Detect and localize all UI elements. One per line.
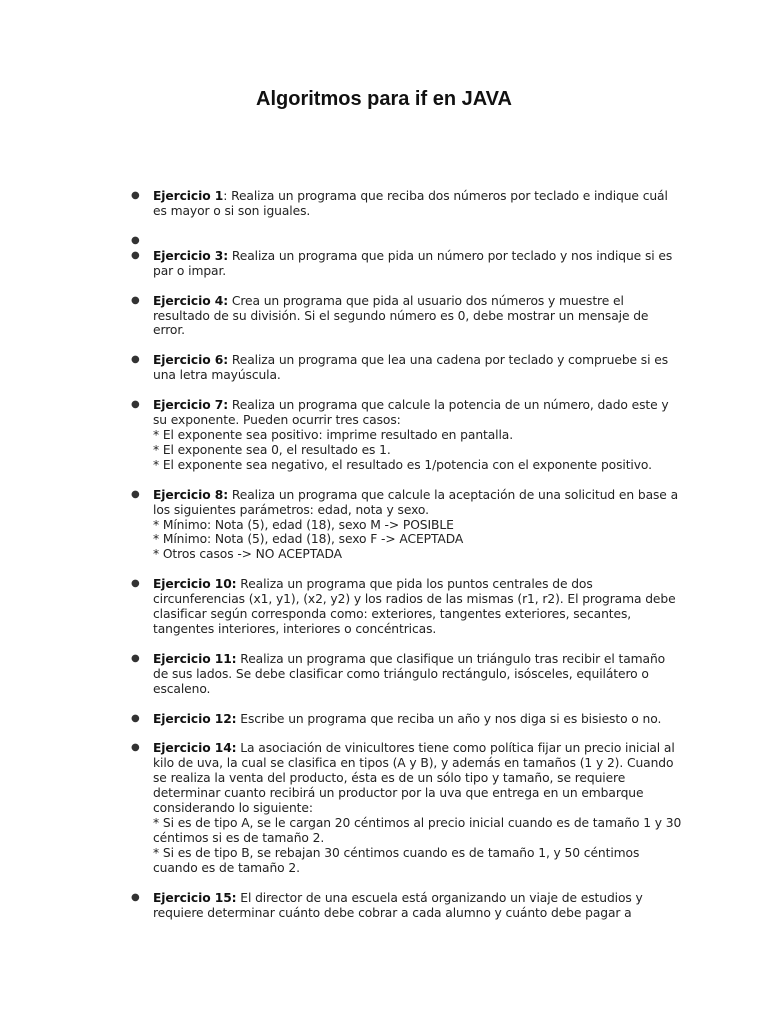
bullet-icon: ● <box>131 742 140 754</box>
exercise-label: Ejercicio 10: <box>153 577 237 592</box>
exercise-item <box>131 741 683 875</box>
exercise-text: El director de una escuela está organizando un viaje de estudios y requiere determinar cuánto debe cobrar a cada alumno y cuánto debe pagar a <box>153 890 643 920</box>
exercise-label: Ejercicio 11: <box>153 651 237 666</box>
bullet-icon: ● <box>131 712 140 724</box>
exercise-item <box>131 890 683 921</box>
exercise-text: La asociación de vinicultores tiene como política fijar un precio inicial al kilo de uva, la cual se clasifica en tipos (A y B), y además en tamaños (1 y 2). Cuando se realiza la venta del producto, ésta es de un sólo tipo y tamaño, se requiere determinar cuanto recibirá un productor por la uva que entrega en un embarque considerando lo siguiente: * Si es de tipo A, se le cargan 20 céntimos al precio inicial cuando es de tamaño 1 y 30 céntimos si es de tamaño 2. * Si es de tipo B, se rebajan 30 céntimos cuando es de tamaño 1, y 50 céntimos cuando es de tamaño 2. <box>153 741 682 875</box>
exercise-item <box>131 577 683 637</box>
bullet-icon: ● <box>131 488 140 500</box>
exercise-text: Realiza un programa que pida un número por teclado y nos indique si es par o impar. <box>153 248 673 278</box>
bullet-icon: ● <box>131 354 140 366</box>
exercise-label: Ejercicio 6: <box>153 353 229 368</box>
exercise-text: Escribe un programa que reciba un año y nos diga si es bisiesto o no. <box>236 711 662 726</box>
exercise-item <box>131 189 683 219</box>
exercise-label: Ejercicio 8: <box>153 487 229 502</box>
exercise-text: Realiza un programa que pida los puntos centrales de dos circunferencias (x1, y1), (x2, y2) y los radios de las mismas (r1, r2). El programa debe clasificar según corresponda como: exteriores, tangentes exteriores, secantes, tangentes interiores, interiores o concéntricas. <box>153 577 676 636</box>
bullet-icon: ● <box>131 249 140 261</box>
exercise-label: Ejercicio 12: <box>153 711 237 726</box>
bullet-icon: ● <box>131 234 140 246</box>
exercise-item <box>131 398 683 473</box>
exercise-text: Realiza un programa que calcule la potencia de un número, dado este y su exponente. Pueden ocurrir tres casos: * El exponente sea positivo: imprime resultado en pantalla. * El exponente sea 0, el resultado es 1. * El exponente sea negativo, el resultado es 1/potencia con el exponente positivo. <box>153 398 669 472</box>
exercise-text: Realiza un programa que calcule la aceptación de una solicitud en base a los siguientes parámetros: edad, nota y sexo. * Mínimo: Nota (5), edad (18), sexo M -> POSIBLE * Mínimo: Nota (5), edad (18), sexo F -> ACEPTADA * Otros casos -> NO ACEPTADA <box>153 487 679 562</box>
exercise-text: : Realiza un programa que reciba dos números por teclado e indique cuál es mayor o si son iguales. <box>153 189 668 218</box>
exercise-item <box>131 353 683 383</box>
bullet-icon: ● <box>131 652 140 664</box>
exercise-label: Ejercicio 14: <box>153 741 237 756</box>
exercise-label: Ejercicio 4: <box>153 293 229 308</box>
empty-list-item <box>131 234 683 249</box>
exercise-item <box>131 651 683 697</box>
bullet-icon: ● <box>131 294 140 306</box>
document-title: Algoritmos para if en JAVA <box>256 88 512 110</box>
exercise-text: Realiza un programa que clasifique un triángulo tras recibir el tamaño de sus lados. Se debe clasificar como triángulo rectángulo, isósceles, equilátero o escaleno. <box>153 651 666 696</box>
exercise-list <box>131 189 683 935</box>
exercise-label: Ejercicio 1 <box>153 189 224 203</box>
exercise-text: Crea un programa que pida al usuario dos números y muestre el resultado de su división. Si el segundo número es 0, debe mostrar un mensaje de error. <box>153 293 649 338</box>
bullet-icon: ● <box>131 891 140 903</box>
exercise-item <box>131 487 683 563</box>
exercise-label: Ejercicio 3: <box>153 248 229 263</box>
exercise-item <box>131 293 683 339</box>
exercise-label: Ejercicio 15: <box>153 890 237 905</box>
bullet-icon: ● <box>131 190 140 201</box>
exercise-text: Realiza un programa que lea una cadena por teclado y compruebe si es una letra mayúscula. <box>153 353 669 383</box>
exercise-label: Ejercicio 7: <box>153 398 229 413</box>
exercise-item <box>131 711 683 727</box>
bullet-icon: ● <box>131 399 140 411</box>
exercise-item <box>131 248 683 279</box>
bullet-icon: ● <box>131 578 140 590</box>
